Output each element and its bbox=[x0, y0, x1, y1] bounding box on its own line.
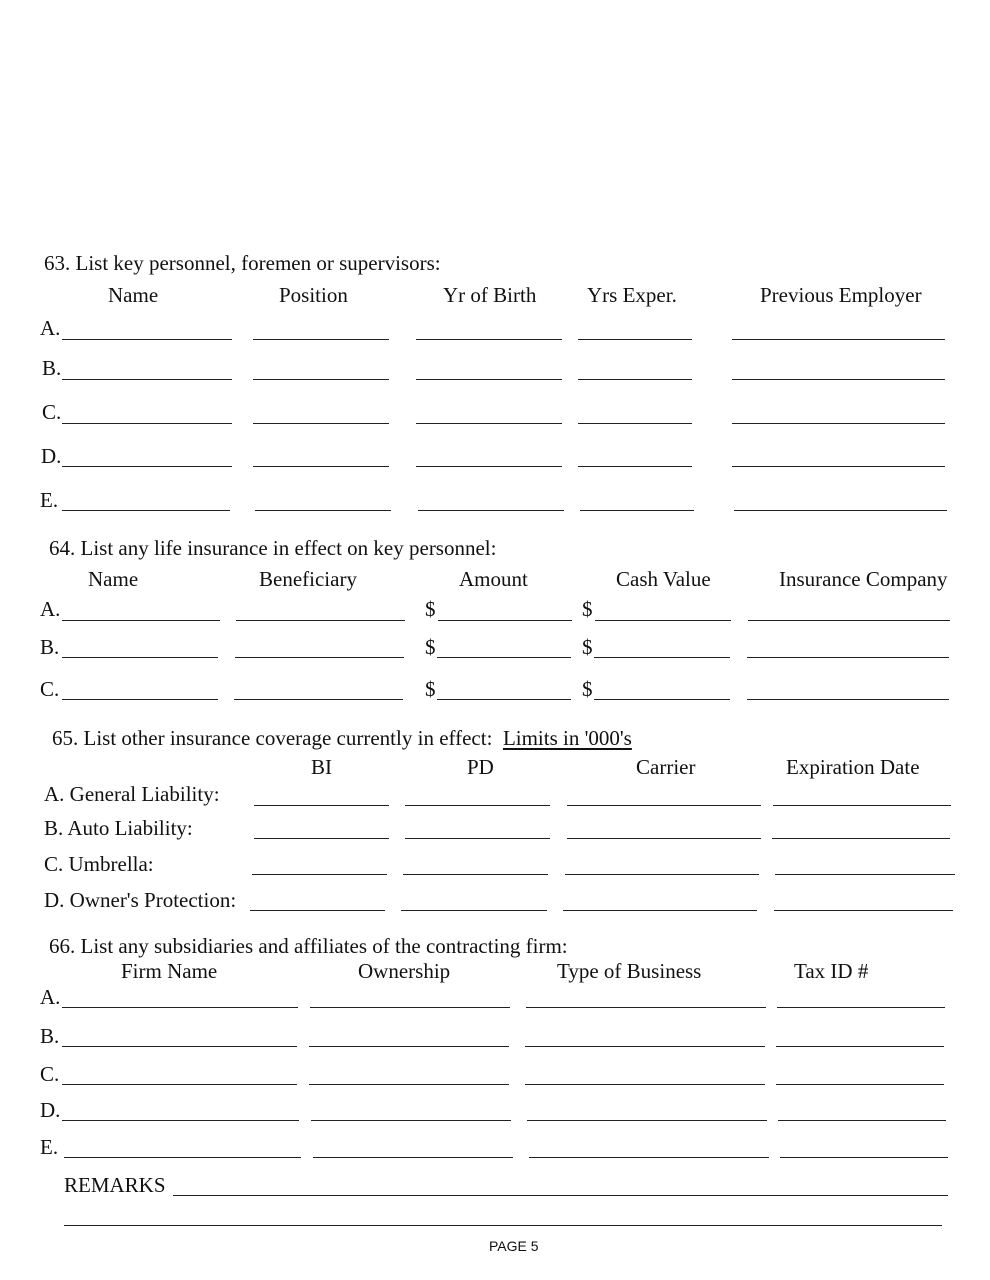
firm-name-field[interactable] bbox=[62, 1046, 297, 1047]
bi-field[interactable] bbox=[254, 838, 389, 839]
remarks-label: REMARKS bbox=[64, 1173, 166, 1197]
beneficiary-field[interactable] bbox=[235, 657, 404, 658]
header-insurance-company: Insurance Company bbox=[779, 567, 948, 591]
row-label: E. bbox=[40, 488, 59, 512]
bi-field[interactable] bbox=[252, 874, 387, 875]
position-field[interactable] bbox=[253, 379, 389, 380]
row-label: D. bbox=[41, 444, 62, 468]
dollar-sign: $ bbox=[425, 635, 436, 659]
ownership-field[interactable] bbox=[313, 1157, 513, 1158]
row-label: C. bbox=[40, 677, 60, 701]
dollar-sign: $ bbox=[425, 677, 436, 701]
previous-employer-field[interactable] bbox=[734, 510, 947, 511]
name-field[interactable] bbox=[62, 379, 232, 380]
header-type-of-business: Type of Business bbox=[557, 959, 702, 983]
ownership-field[interactable] bbox=[310, 1007, 510, 1008]
ownership-field[interactable] bbox=[309, 1084, 509, 1085]
type-of-business-field[interactable] bbox=[529, 1157, 769, 1158]
carrier-field[interactable] bbox=[563, 910, 757, 911]
name-field[interactable] bbox=[62, 339, 232, 340]
section-63-title: 63. List key personnel, foremen or supervisors: bbox=[44, 251, 441, 275]
yr-of-birth-field[interactable] bbox=[416, 379, 562, 380]
expiration-date-field[interactable] bbox=[772, 838, 950, 839]
tax-id-field[interactable] bbox=[778, 1120, 946, 1121]
name-field[interactable] bbox=[62, 510, 230, 511]
row-label: A. bbox=[40, 985, 61, 1009]
header-expiration-date: Expiration Date bbox=[786, 755, 920, 779]
row-label-auto-liability: B. Auto Liability: bbox=[44, 816, 193, 840]
yrs-exper-field[interactable] bbox=[578, 379, 692, 380]
position-field[interactable] bbox=[255, 510, 391, 511]
header-bi: BI bbox=[311, 755, 332, 779]
header-carrier: Carrier bbox=[636, 755, 696, 779]
yrs-exper-field[interactable] bbox=[578, 466, 692, 467]
section-66-title: 66. List any subsidiaries and affiliates of the contracting firm: bbox=[49, 934, 568, 958]
tax-id-field[interactable] bbox=[776, 1046, 944, 1047]
carrier-field[interactable] bbox=[567, 838, 761, 839]
firm-name-field[interactable] bbox=[62, 1084, 297, 1085]
carrier-field[interactable] bbox=[567, 805, 761, 806]
cash-value-field[interactable] bbox=[595, 620, 731, 621]
position-field[interactable] bbox=[253, 339, 389, 340]
name-field[interactable] bbox=[62, 699, 218, 700]
row-label: B. bbox=[42, 356, 62, 380]
row-label: B. bbox=[40, 1024, 60, 1048]
beneficiary-field[interactable] bbox=[236, 620, 405, 621]
header-pd: PD bbox=[467, 755, 494, 779]
carrier-field[interactable] bbox=[565, 874, 759, 875]
cash-value-field[interactable] bbox=[594, 699, 730, 700]
previous-employer-field[interactable] bbox=[732, 339, 945, 340]
row-label-umbrella: C. Umbrella: bbox=[44, 852, 154, 876]
header-ownership: Ownership bbox=[358, 959, 451, 983]
section-65-title-text: 65. List other insurance coverage currently in effect bbox=[52, 726, 487, 750]
pd-field[interactable] bbox=[405, 805, 550, 806]
insurance-company-field[interactable] bbox=[747, 699, 949, 700]
name-field[interactable] bbox=[62, 466, 232, 467]
bi-field[interactable] bbox=[254, 805, 389, 806]
row-label: A. bbox=[40, 316, 61, 340]
firm-name-field[interactable] bbox=[62, 1007, 298, 1008]
type-of-business-field[interactable] bbox=[526, 1007, 766, 1008]
name-field[interactable] bbox=[62, 620, 220, 621]
dollar-sign: $ bbox=[425, 597, 436, 621]
limits-note: Limits in '000's bbox=[502, 726, 632, 750]
header-beneficiary: Beneficiary bbox=[259, 567, 357, 591]
position-field[interactable] bbox=[253, 466, 389, 467]
firm-name-field[interactable] bbox=[64, 1157, 301, 1158]
ownership-field[interactable] bbox=[309, 1046, 509, 1047]
cash-value-field[interactable] bbox=[594, 657, 730, 658]
yrs-exper-field[interactable] bbox=[580, 510, 694, 511]
header-tax-id: Tax ID # bbox=[794, 959, 869, 983]
remarks-field[interactable] bbox=[173, 1195, 948, 1196]
dollar-sign: $ bbox=[582, 597, 593, 621]
position-field[interactable] bbox=[253, 423, 389, 424]
header-firm-name: Firm Name bbox=[121, 959, 218, 983]
row-label: A. bbox=[40, 597, 61, 621]
type-of-business-field[interactable] bbox=[527, 1120, 767, 1121]
previous-employer-field[interactable] bbox=[732, 423, 945, 424]
header-amount: Amount bbox=[459, 567, 528, 591]
row-label: D. bbox=[40, 1098, 61, 1122]
pd-field[interactable] bbox=[401, 910, 547, 911]
type-of-business-field[interactable] bbox=[525, 1046, 765, 1047]
insurance-company-field[interactable] bbox=[747, 657, 949, 658]
yr-of-birth-field[interactable] bbox=[416, 423, 562, 424]
dollar-sign: $ bbox=[582, 677, 593, 701]
yr-of-birth-field[interactable] bbox=[416, 339, 562, 340]
insurance-company-field[interactable] bbox=[748, 620, 950, 621]
row-label: C. bbox=[42, 400, 62, 424]
yrs-exper-field[interactable] bbox=[578, 423, 692, 424]
section-65-title bbox=[52, 726, 632, 750]
amount-field[interactable] bbox=[437, 699, 571, 700]
amount-field[interactable] bbox=[438, 620, 572, 621]
header-previous-employer: Previous Employer bbox=[760, 283, 922, 307]
expiration-date-field[interactable] bbox=[774, 910, 953, 911]
header-position: Position bbox=[279, 283, 348, 307]
expiration-date-field[interactable] bbox=[773, 805, 951, 806]
yrs-exper-field[interactable] bbox=[578, 339, 692, 340]
previous-employer-field[interactable] bbox=[732, 379, 945, 380]
header-cash-value: Cash Value bbox=[616, 567, 711, 591]
name-field[interactable] bbox=[62, 657, 218, 658]
header-yr-of-birth: Yr of Birth bbox=[443, 283, 537, 307]
firm-name-field[interactable] bbox=[62, 1120, 299, 1121]
row-label: E. bbox=[40, 1135, 59, 1159]
name-field[interactable] bbox=[62, 423, 232, 424]
pd-field[interactable] bbox=[405, 838, 550, 839]
amount-field[interactable] bbox=[437, 657, 571, 658]
dollar-sign: $ bbox=[582, 635, 593, 659]
ownership-field[interactable] bbox=[311, 1120, 511, 1121]
bi-field[interactable] bbox=[250, 910, 385, 911]
yr-of-birth-field[interactable] bbox=[418, 510, 564, 511]
pd-field[interactable] bbox=[403, 874, 548, 875]
header-name: Name bbox=[88, 567, 139, 591]
row-label-owners-protection: D. Owner's Protection: bbox=[44, 888, 237, 912]
beneficiary-field[interactable] bbox=[234, 699, 403, 700]
row-label: B. bbox=[40, 635, 60, 659]
type-of-business-field[interactable] bbox=[525, 1084, 765, 1085]
remarks-field-line-2[interactable] bbox=[64, 1225, 942, 1226]
row-label-general-liability: A. General Liability: bbox=[44, 782, 220, 806]
tax-id-field[interactable] bbox=[780, 1157, 948, 1158]
section-65-colon: : bbox=[486, 726, 493, 750]
tax-id-field[interactable] bbox=[776, 1084, 944, 1085]
section-64-title: 64. List any life insurance in effect on key personnel: bbox=[49, 536, 497, 560]
header-name: Name bbox=[108, 283, 159, 307]
row-label: C. bbox=[40, 1062, 60, 1086]
previous-employer-field[interactable] bbox=[732, 466, 945, 467]
tax-id-field[interactable] bbox=[777, 1007, 945, 1008]
expiration-date-field[interactable] bbox=[775, 874, 955, 875]
header-yrs-exper: Yrs Exper. bbox=[587, 283, 677, 307]
page-number: PAGE 5 bbox=[489, 1238, 539, 1254]
yr-of-birth-field[interactable] bbox=[416, 466, 562, 467]
